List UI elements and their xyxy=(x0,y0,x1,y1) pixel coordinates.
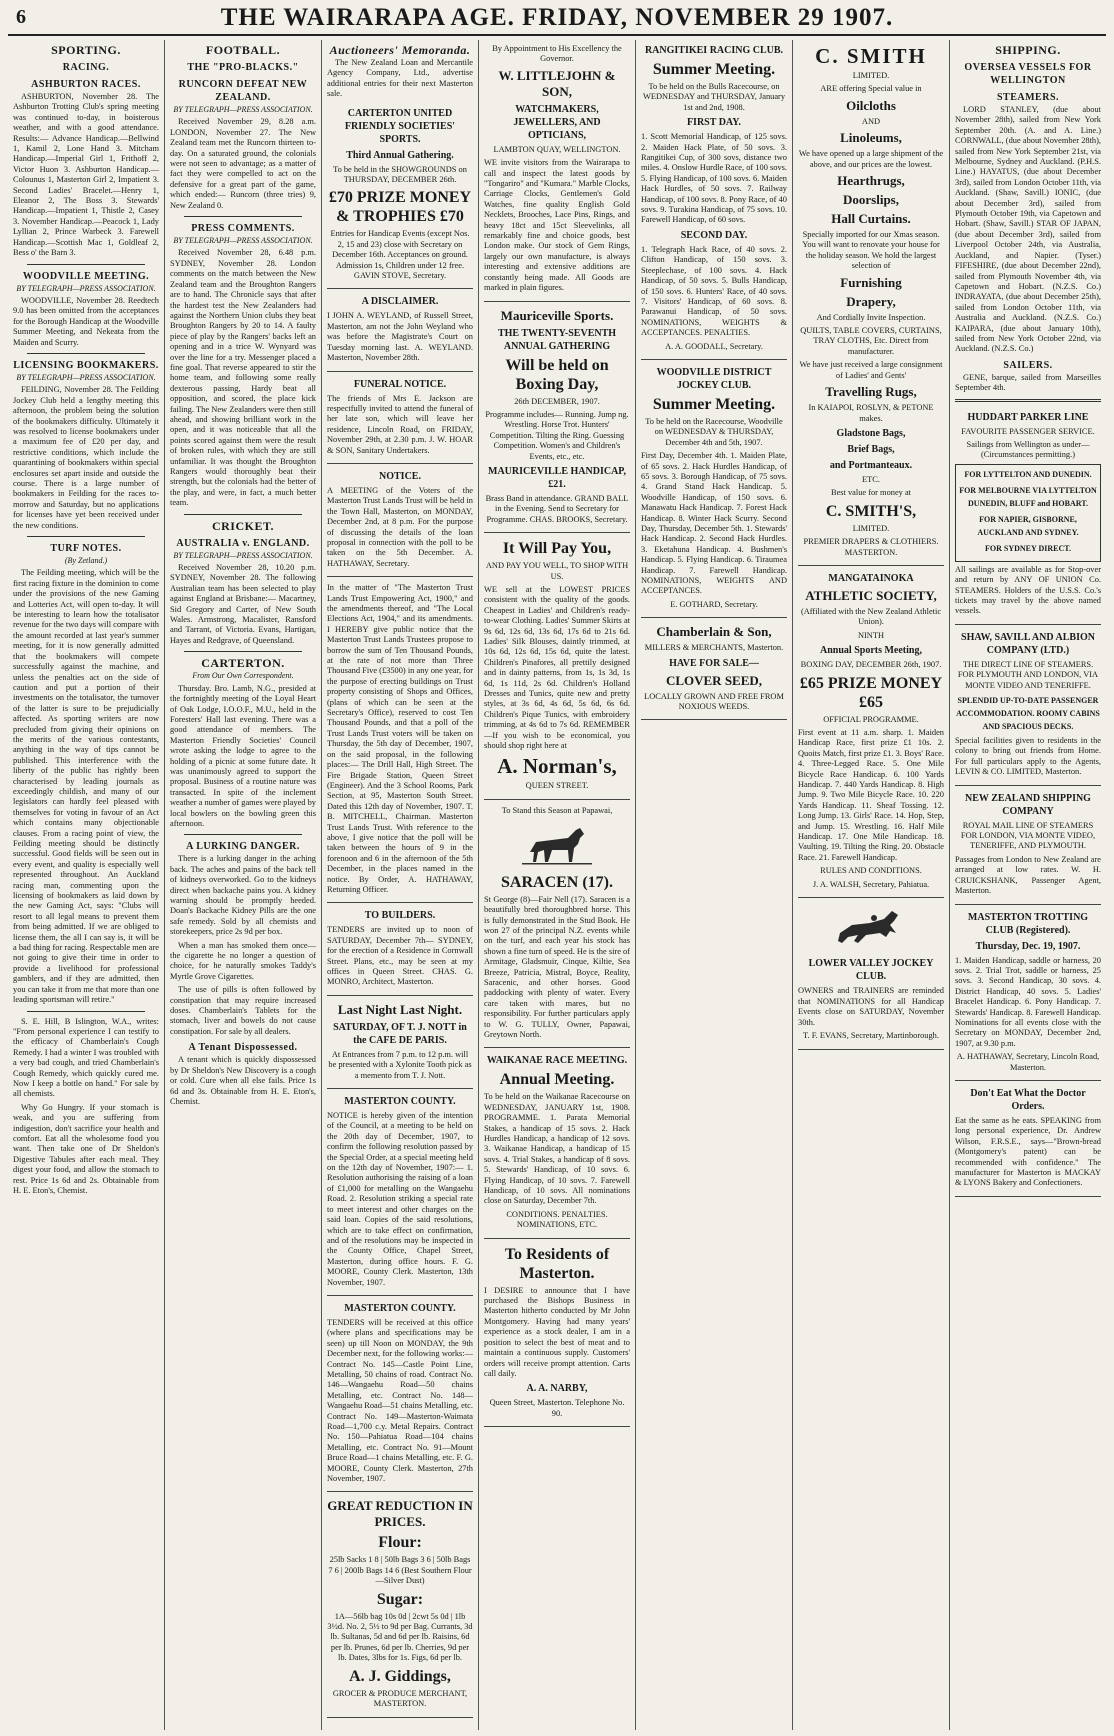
ad-subtitle: Summer Meeting. xyxy=(652,61,776,78)
ad-programme: First event at 11 a.m. sharp. 1. Maiden Handicap Race, first prize £1 10s. 2. Quoits Match, first prize £1. 3. Boys' Race. 4. Three-Legged Race. 5. One Mile Bicycle Race Handicap. 6. 100 Yards Handicap. 7. 440 Yards Handicap. 8. High Jump. 9. Two Mile Bicycle Race. 10. 220 Yards Handicap. 11. Sheaf Tossing. 12. Long Jump. 13. Girls' Race. 14. Hop, Step, and Jump. 15. Wrestling. 16. Half Mile Handicap. 17. One Mile Handicap. 18. Vaulting. 19. Tilting the Ring. 20. Obstacle Race. 21. Farewell Handicap. xyxy=(798,727,944,862)
ad-title: FUNERAL NOTICE. xyxy=(353,378,447,390)
section-title-cricket: CRICKET. xyxy=(211,518,275,533)
ad-subtitle: Summer Meeting. xyxy=(652,395,776,413)
ad-programme: 1. Scott Memorial Handicap, of 125 sovs. 2. Maiden Hack Plate, of 50 sovs. 3. Rangitikei Cup, of 300 sovs, distance two miles. 4. Onslow Hurdle Race, of 100 sovs. 5. Flying Handicap, of 100 sovs. 6. Maiden Hack Hurdles, of 50 sovs. 7. Railway Handicap, of 100 sovs. 8. Pony Race, of 40 sovs. 9. Turakina Handicap, of 75 sovs. 10. Farewell Handicap, of 60 sovs. xyxy=(641,132,787,225)
telegraph-credit: BY TELEGRAPH—PRESS ASSOCIATION. xyxy=(173,236,313,246)
page-number: 6 xyxy=(16,6,26,28)
ad-programme: Programme includes— Running. Jump ng. Wrestling. Horse Trot. Hunters' Competition. Tilting the Ring. Guessing Competition. Women's and Children's Events, etc., etc. xyxy=(485,409,629,461)
sailing-routes xyxy=(955,464,1101,562)
ad-body: WE invite visitors from the Wairarapa to call and inspect the latest goods by "Tongariro" and "Kumara." Marble Clocks, Carriage Clocks, Gentlemen's Gold Watches, fine quality English Gold Necklets, Brooches, Lace Pins, Rings, and heavy 18ct and 15ct Sleevelinks, all remarkably fine and choice goods, best London make. Our stock of Gem Rings, largely our own manufacture, is always interesting and extensive additions are constantly being made. All Goods are marked in plain figures. xyxy=(484,158,630,293)
ad-subtitle: Thursday, Dec. 19, 1907. xyxy=(975,940,1081,952)
ad-body: NOTICE is hereby given of the intention of the Council, at a meeting to be held on the 20th day of December, 1907, to confirm the following resolution passed by the Special Order, at a special meeting held on the 12th day of November, 1907:— 1. Resolution authorising the raising of a loan of £1,000 for metalling on the Wangaehu Road. 2. Resolution striking a special rate to meet interest and other charges on the said loan. Copies of the said resolutions, which are to take effect on confirmation, and of the resolutions may be inspected in the County Office, Chapel Street, Masterton, during office hours. F. G. MOORE, County Clerk. Masterton, 13th November, 1907. xyxy=(327,1111,473,1287)
heading-steamers: STEAMERS. xyxy=(996,92,1059,103)
ad-signature: A. A. GOODALL, Secretary. xyxy=(665,341,763,351)
ad-title: W. LITTLEJOHN & SON, xyxy=(498,67,616,99)
newspaper-title: THE WAIRARAPA AGE. FRIDAY, NOVEMBER 29 1907. xyxy=(220,4,894,31)
route: FOR MELBOURNE VIA LYTTELTON DUNEDIN, BLUFF and HOBART. xyxy=(959,485,1097,508)
ad-address: LAMBTON QUAY, WELLINGTON. xyxy=(493,144,621,154)
ad-shaw-savill xyxy=(955,627,1101,786)
heading-press-comments: PRESS COMMENTS. xyxy=(191,223,295,235)
ad-brown-bread xyxy=(955,1083,1101,1197)
heading-australia-england: AUSTRALIA v. ENGLAND. xyxy=(176,537,310,549)
divider xyxy=(184,834,302,835)
ad-body: In KAIAPOI, ROSLYN, & PETONE makes. xyxy=(808,403,934,423)
ad-body: Best value for money at xyxy=(830,488,911,498)
ad-item: Brief Bags, xyxy=(847,443,895,455)
ad-prize: £70 PRIZE MONEY & TROPHIES £70 xyxy=(328,189,472,226)
telegraph-credit: BY TELEGRAPH—PRESS ASSOCIATION. xyxy=(16,372,156,382)
ad-intro: To Stand this Season at Papawai, xyxy=(501,805,613,815)
ad-item: Hall Curtains. xyxy=(831,211,911,227)
divider xyxy=(27,353,145,354)
route: FOR LYTTELTON AND DUNEDIN. xyxy=(964,469,1092,479)
heading-tenant: A Tenant Dispossessed. xyxy=(188,1042,298,1054)
section-title-carterton: CARTERTON. xyxy=(201,656,285,671)
ad-title: NOTICE. xyxy=(379,470,421,482)
ad-etc: ETC. xyxy=(862,474,880,484)
ad-title: CARTERTON UNITED FRIENDLY SOCIETIES' SPORTS. xyxy=(344,107,456,145)
ad-body: I JOHN A. WEYLAND, of Russell Street, Masterton, am not the John Weyland who was before the Magistrate's Court on Tuesday morning last. A. WEYLAND. Masterton, November 28th. xyxy=(327,311,473,363)
telegraph-credit: BY TELEGRAPH—PRESS ASSOCIATION. xyxy=(16,283,156,293)
ad-appointment: By Appointment to His Excellency the Governor. xyxy=(492,44,622,64)
ad-title: It Will Pay You, xyxy=(502,540,612,558)
ad-title: A DISCLAIMER. xyxy=(361,296,439,308)
horse-icon xyxy=(522,822,592,866)
divider xyxy=(955,399,1101,402)
ad-body: At Entrances from 7 p.m. to 12 p.m. will be presented with a Xylonite Tooth pick as a memento from T. J. Nott. xyxy=(328,1049,472,1080)
ad-title: LOWER VALLEY JOCKEY CLUB. xyxy=(808,958,934,983)
column-ads-c xyxy=(793,40,950,1730)
column-shipping xyxy=(950,40,1106,1730)
divider xyxy=(27,1011,145,1012)
ad-programme: 1. Maiden Handicap, saddle or harness, 20 sovs. 2. Trial Trot, saddle or harness, 25 sovs. 3. Second Handicap, 30 sovs. 4. District Handicap, 40 sovs. 5. Ladies' Bracelet Handicap. 6. Pony Handicap. 7. Stewards' Handicap. 8. Farewell Handicap. Nominations for all events close with the Secretary on MONDAY, December 2nd, 1907, at 9.30 p.m. xyxy=(955,955,1101,1048)
divider xyxy=(184,216,302,217)
ad-item: Hearthrugs, xyxy=(837,173,905,189)
ad-date: BOXING DAY, DECEMBER 26th, 1907. xyxy=(800,660,942,670)
ad-body: Brass Band in attendance. GRAND BALL in the Evening. Send to Secretary for Programme. CHAS. BROOKS, Secretary. xyxy=(485,493,629,524)
article-press-comments: Received November 28, 6.48 p.m. SYDNEY, November 28. London comments on the match between the New Zealand team and the Broughton Rangers are to hand. The Chronicle says that after the hardest test the New Zealanders had against the Northern Union clubs they beat Broughton Rangers by 20 to 14. A faulty piece of play by the Rangers' backs left an opening and in a trice W. Wynyard was over the line for a try. Messenger placed a fine goal. That reverse appeared to stir the home team, and following some really dexterous passing, Hardy beat all opposition, and scored, the place kick failing. The New Zealanders were then still ahead, and showing brilliant work in the open, and it was noticeable that all the points scored against them were the result of broken rules, with which they are still unfamiliar. It was thought the Broughton Rangers would thoroughly beat their strength, but the colonials had the better of the play, and were, in fact, a much better team. xyxy=(170,248,316,508)
ad-item: Furnishing xyxy=(840,274,902,290)
heading-runcorn: RUNCORN DEFEAT NEW ZEALAND. xyxy=(178,79,308,103)
ad-date: To be held on the Bulls Racecourse, on WEDNESDAY and THURSDAY, January 1st and 2nd, 1908. xyxy=(642,82,786,112)
article-carterton: Thursday. Bro. Lamb, N.G., presided at the fortnightly meeting of the Loyal Heart of Oak Lodge, I.O.O.F., M.U., held in the Foresters' Hall last evening. There was a good attendance of members. The Masterton Friendly Societies' Council wrote asking the lodge to agree to the holding of a picnic at some future date. It was unanimously agreed to support the proposal. Business of a routine nature was transacted. In spite of the inclement weather a number of games were played by local bowlers on the bowling green this afternoon. xyxy=(170,683,316,828)
ad-footer: Special facilities given to residents in the colony to bring out friends from Home. For full particulars apply to the Agents, LEVIN & CO. LIMITED, Masterton. xyxy=(955,736,1101,777)
heading-auctioneers: Auctioneers' Memoranda. xyxy=(329,43,471,57)
ad-chamberlain xyxy=(641,620,787,720)
ad-mangatainoka-athletic xyxy=(798,568,944,898)
ad-body: WE sell at the LOWEST PRICES consistent with the quality of the goods. Cheapest in Ladies' and Children's ready-to-wear Clothing. Ladies' Summer Skirts at 9s 6d, 12s 6d, 13s 6d, 17s 6d to 21s 6d. Ladies' Silk Blouses, daintly trimmed, at 10s 6d, 12s 6d, 15s 6d, quite the latest. Children's Pinafores, all prettily designed and in dainty patterns, from 1s, 1s 3d, 1s 6d, 1s 11d, 2s 6d. Children's Holland Dresses and Tunics, quite new and pretty styles, at 3s 6d, 4s 6d, 5s 6d, 6s 6d. Children's Pique Tunics, with embroidery trimming, at 4s 6d to 7s 6d. REMEMBER—If you wish to be economical, you should shop right here at xyxy=(484,584,630,751)
ad-flour-heading: Flour: xyxy=(378,1534,422,1552)
article-cough-remedy: S. E. Hill, B Islington, W.A., writes: "From personal experience I can testify to the efficacy of Chamberlain's Cough Remedy. I had a winter I was troubled with a very bad cough, and tried Chamberlain's Cough Remedy, which quickly cured me. Now I keep a bottle on hand." For sale by all chemists. xyxy=(13,1016,159,1099)
ad-body: TENDERS are invited up to noon of SATURDAY, December 7th— SYDNEY, for the erection of a Residence in Cornwall Street. Plans, etc., may be seen at my offices in Queen Street. CHAS. G. MONRO, Architect, Masterton. xyxy=(327,925,473,987)
ad-c-smith xyxy=(798,40,944,566)
ad-intro: ARE offering Special value in xyxy=(820,84,922,94)
column-ads-b xyxy=(636,40,793,1730)
column-sporting xyxy=(8,40,165,1730)
article-cricket: Received November 28, 10.20 p.m. SYDNEY, November 28. The following Australian team has been selected to play against England at Brisbane:— Macartney, Sid Gregory and Carter, of New South Wales. Armstrong, Macalister, Ransford and Tarrant, of Victoria. Evans, Hartigan, Hayes and Redgrave, of Queensland. xyxy=(170,563,316,645)
ad-day-heading: FIRST DAY. xyxy=(686,117,742,129)
ad-affiliation: (Affiliated with the New Zealand Athletic Union). xyxy=(800,606,942,627)
ad-subtitle: THE TWENTY-SEVENTH ANNUAL GATHERING xyxy=(497,327,617,352)
ad-title: Last Night Last Night. xyxy=(337,1001,463,1017)
ad-title: WOODVILLE DISTRICT JOCKEY CLUB. xyxy=(656,366,772,391)
ad-item: Oilcloths xyxy=(846,97,896,113)
ad-body: OWNERS and TRAINERS are reminded that NOMINATIONS for all Handicap Events close on SATURDAY, November 30th. xyxy=(798,986,944,1027)
ad-narby xyxy=(484,1241,630,1427)
ad-trust-lands xyxy=(327,579,473,903)
article-woodville: WOODVILLE, November 28. Reedtech 9.0 has been omitted from the acceptances for the Borough Handicap at the Woodville Summer Meeting, and Nekeata from the Maiden and Scurry. xyxy=(13,295,159,347)
ad-body: We have just received a large consignment of Ladies' and Gents' xyxy=(799,360,943,380)
ad-programme-heading: OFFICIAL PROGRAMME. xyxy=(823,714,919,724)
heading-lurking-danger: A LURKING DANGER. xyxy=(186,841,300,853)
ad-body: Entries for Handicap Events (except Nos. 2, 15 and 23) close with Secretary on December 16th. Acceptances on ground. Admission 1s, Children under 12 free. GAVIN STOVE, Secretary. xyxy=(330,229,470,281)
route: FOR SYDNEY DIRECT. xyxy=(984,543,1071,553)
ad-item: Linoleums, xyxy=(840,130,902,146)
ad-body: I DESIRE to announce that I have purchased the Bishops Business in Masterton hitherto conducted by Mr John Montgomery. Having had many years' experience as a stock dealer, I am in a position to select the best of meat and to maintain a continuous supply. Customers' orders will receive prompt attention. Carts call daily. xyxy=(484,1285,630,1378)
heading-pro-blacks: THE "PRO-BLACKS." xyxy=(187,62,299,73)
ad-subtitle: FAVOURITE PASSENGER SERVICE. xyxy=(961,426,1095,436)
ad-item: and Portmanteaux. xyxy=(829,459,913,471)
ad-subtitle: Third Annual Gathering. xyxy=(346,149,454,161)
ad-signature: A. HATHAWAY, Secretary, Lincoln Road, Masterton. xyxy=(956,1052,1100,1072)
byline: From Our Own Correspondent. xyxy=(192,671,294,681)
ad-title: MANGATAINOKA xyxy=(828,572,914,584)
ad-day-heading: SECOND DAY. xyxy=(680,229,748,241)
ad-footer: GROCER & PRODUCE MERCHANT, MASTERTON. xyxy=(332,1688,468,1709)
article-cigarettes: When a man has smoked them once—the cigarette he no longer a question of choice, for he naturally smokes Taddy's Myrtle Grove Cigarettes. xyxy=(170,940,316,981)
heading-oversea-vessels: OVERSEA VESSELS FOR WELLINGTON xyxy=(964,62,1092,86)
ad-subtitle: ROYAL MAIL LINE OF STEAMERS FOR LONDON, VIA MONTE VIDEO, TENERIFFE, AND PLYMOUTH. xyxy=(960,820,1096,851)
article-why-go-hungry: Why Go Hungry. If your stomach is weak, and you are suffering from indigestion, don't sacrifice your health and comfort. Eat all the wholesome food you want. Then take one of Dr Sheldon's Digestive Tabules after each meal. They digest your food, and allow the stomach to rest. Price 1s 6d and 2s. Obtainable from H. E. Eton's, Chemist. xyxy=(13,1102,159,1195)
ad-signature: T. F. EVANS, Secretary, Martinborough. xyxy=(803,1031,939,1041)
ad-subtitle: AND PAY YOU WELL, TO SHOP WITH US. xyxy=(485,561,629,581)
ad-date: To be held in the SHOWGROUNDS on THURSDAY, DECEMBER 26th. xyxy=(333,164,467,185)
article-lurking-danger: There is a lurking danger in the aching back. The aches and pains of the back tell of kidneys overworked. Go to the kidneys direct when backache pains you. A kidney warning should be promptly heeded. Doan's Backache Kidney Pills are the one safe remedy. Sold by all chemists and storekeepers, price 2s 9d per box. xyxy=(170,854,316,937)
ad-rules: RULES AND CONDITIONS. xyxy=(820,866,922,876)
ad-meeting-notice xyxy=(327,466,473,577)
column-auctioneers xyxy=(322,40,479,1730)
ad-subtitle: LIMITED. xyxy=(852,71,890,80)
ad-item: Travelling Rugs, xyxy=(825,384,917,400)
ad-body: A MEETING of the Voters of the Masterton Trust Lands Trust will be held in the Town Hall, Masterton, on MONDAY, December 2nd, at 8 p.m. For the purpose of discussing the details of the loan proposal in connection with the poll to be taken on the 5th December. A. HATHAWAY, Secretary. xyxy=(327,485,473,568)
article-pills: The use of pills is often followed by constipation that may require increased doses. Chamberlain's Tablets for the stomach, liver and bowels do not cause constipation. For sale by all dealers. xyxy=(170,985,316,1036)
ad-body: We have opened up a large shipment of the above, and our prices are the lowest. xyxy=(798,149,944,169)
ad-huddart-parker xyxy=(955,407,1101,625)
ad-signature: E. GOTHARD, Secretary. xyxy=(670,599,758,609)
ad-title: Chamberlain & Son, xyxy=(656,624,772,640)
ad-body: Eat the same as he eats. SPEAKING from long personal experience, Dr. Andrew Wilson, F.R.S.E., says—"Brown-bread (Montgomery's patent) can be recommended with confidence." The manufacturer for Masterton is MACKAY & LYONS Bakery and Confectioners. xyxy=(955,1115,1101,1188)
ad-title: MASTERTON COUNTY. xyxy=(344,1096,456,1108)
ad-title: MASTERTON TROTTING CLUB (Registered). xyxy=(967,911,1089,936)
ad-held-on: Will be held on Boxing Day, xyxy=(505,356,609,393)
ad-body: And Cordially Invite Inspection. xyxy=(816,312,926,322)
ad-item: Gladstone Bags, xyxy=(836,427,906,439)
ad-masterton-county-loan xyxy=(327,1091,473,1296)
ad-title: HUDDART PARKER LINE xyxy=(967,411,1089,423)
article-auctioneers: The New Zealand Loan and Mercantile Agency Company, Ltd., advertise additional entries for their next Masterton sale. xyxy=(327,58,473,99)
heading-licensing: LICENSING BOOKMAKERS. xyxy=(13,359,159,371)
article-sailers: GENE, barque, sailed from Marseilles September 4th. xyxy=(955,372,1101,393)
ad-footer: Passages from London to New Zealand are arranged at low rates. W. H. CRUICKSHANK, Passenger Agent, Masterton. xyxy=(955,854,1101,896)
ad-flour-prices: 25lb Sacks 1 8 | 50lb Bags 3 6 | 50lb Bags 7 6 | 200lb Bags 14 6 (Best Southern Flour—Silver Dust) xyxy=(328,1555,472,1586)
ad-footer: LOCALLY GROWN AND FREE FROM NOXIOUS WEEDS. xyxy=(644,691,784,712)
ad-programme: 1. Telegraph Hack Race, of 40 sovs. 2. Clifton Handicap, of 150 sovs. 3. Steeplechase, of 100 sovs. 4. Hack Handicap, of 50 sovs. 5. Bulls Handicap, of 150 sovs. 6. Hunters' Race, of 40 sovs. 7. Visitors' Handicap, of 60 sovs. 8. Parawanui Handicap, of 50 sovs. NOMINATIONS, WEIGHTS & ACCEPTANCES. PENALTIES. xyxy=(641,244,787,338)
ad-subtitle: Annual Meeting. xyxy=(499,1071,615,1089)
ad-title: NEW ZEALAND SHIPPING COMPANY xyxy=(965,792,1091,817)
ad-date: To be held on the Racecourse, Woodville on WEDNESDAY & THURSDAY, December 4th and 5th, 1907. xyxy=(645,416,783,447)
article-ashburton: ASHBURTON, November 28. The Ashburton Trotting Club's spring meeting was continued to-day, in boisterous weather, and with a good attendance. Results:— Advance Handicap.—Bellwind 1, Kamil 2, Lone Hand 3. Mitcham Handicap.—Imperial Girl 1, Frithoff 2, Victor Huon 3. Ashburton Handicap.—Colounus 1, Masterton Girl 2, Impatient 3. Second Ladies' Bracelet.—Henry 1, Eleanor 2, The Boss 3. Stewards' Handicap.—Impatient 1, Thistle 2, Casey 3. November Handicap.—Peacock 1, Lady Lyllian 2, Prince Warbeck 3. Farewell Handicap.—Scottish Mac 1, Goldleaf 2, Bess o' the Barn 3. xyxy=(13,92,159,258)
ad-funeral-notice xyxy=(327,374,473,464)
ad-body: SPLENDID UP-TO-DATE PASSENGER ACCOMMODATION. ROOMY CABINS AND SPACIOUS DECKS. xyxy=(956,696,1100,732)
section-title-football: FOOTBALL. xyxy=(205,43,281,57)
ad-mauriceville-sports xyxy=(484,304,630,534)
ad-shop-name: A. Norman's, xyxy=(497,754,617,779)
heading-woodville: WOODVILLE MEETING. xyxy=(22,270,150,282)
ad-title: WAIKANAE RACE MEETING. xyxy=(486,1055,628,1067)
ad-programme: First Day, December 4th. 1. Maiden Plate, of 65 sovs. 2. Hack Hurdles Handicap, of 65 sovs. 3. Borough Handicap, of 75 sovs. 4. Grand Stand Hack Handicap. 5. Woodville Handicap, of 150 sovs. 6. Manawatu Hack Handicap. 7. Forest Hack Handicap. 8. Winter Hack Scurry. Second Day, Thursday, December 5th. 1. Stewards' Hack Handicap. 2. Second Hack Hurdles. 3. Eketahuna Handicap. 4. Bushmen's Handicap. 5. Flying Handicap. 6. Tiraumea Handicap. 7. Farewell Handicap. NOMINATIONS, WEIGHTS AND ACCEPTANCES. xyxy=(641,451,787,596)
ad-norman xyxy=(484,535,630,800)
ad-saracen xyxy=(484,802,630,1049)
ad-subtitle: SATURDAY, OF T. J. NOTT in the CAFE DE PARIS. xyxy=(333,1021,467,1046)
telegraph-credit: BY TELEGRAPH—PRESS ASSOCIATION. xyxy=(173,105,313,114)
column-football xyxy=(165,40,322,1730)
ad-product: CLOVER SEED, xyxy=(665,672,763,688)
ad-subtitle: LIMITED. xyxy=(852,523,890,533)
ad-footer: Queen Street, Masterton. Telephone No. 90. xyxy=(489,1398,625,1418)
ad-body: TENDERS will be received at this office (where plans and specifications may be seen) up till Noon on MONDAY, the 9th December next, for the following works:— Contract No. 145—Castle Point Line, Metalling, 50 chains of road. Contract No. 146—Wangaehu Road—50 chains Metalling, etc. Contract No. 148—Wangaehu Road—51 chains Metalling, etc. Contract No. 149—Masterton-Waimata Road—1,700 c.y. Metal Repairs. Contract No. 150—Pahiatua Road—104 chains Metalling, etc. Contract No. 91—Mount Bruce Road—1 chains Metalling, etc. F. G. MOORE, County Clerk. Masterton, 27th November, 1907. xyxy=(327,1317,473,1484)
ad-line: HAVE FOR SALE— xyxy=(669,657,759,669)
ad-title: Mauriceville Sports. xyxy=(500,307,614,323)
ad-footer: All sailings are available as for Stop-over and return by ANY OF UNION Co. STEAMERS. Holders of the U.S.S. Co.'s tickets may travel by the above named vessels. xyxy=(955,564,1101,616)
ad-date: 26th DECEMBER, 1907. xyxy=(514,396,600,406)
divider xyxy=(184,651,302,652)
ad-title: Don't Eat What the Doctor Orders. xyxy=(970,1087,1086,1112)
ad-conditions: CONDITIONS. PENALTIES. NOMINATIONS, ETC. xyxy=(506,1209,608,1230)
ad-list: QUILTS, TABLE COVERS, CURTAINS, TRAY CLOTHS, Etc. Direct from manufacturer. xyxy=(800,326,942,356)
route: FOR NAPIER, GISBORNE, AUCKLAND AND SYDNEY. xyxy=(977,514,1079,537)
ad-subtitle: MILLERS & MERCHANTS, Masterton. xyxy=(644,643,784,653)
ad-item: Doorslips, xyxy=(843,192,899,208)
ad-sugar-heading: Sugar: xyxy=(376,1590,424,1608)
ad-title: C. SMITH xyxy=(815,44,927,68)
ad-title: To Residents of Masterton. xyxy=(504,1245,610,1282)
telegraph-credit: BY TELEGRAPH—PRESS ASSOCIATION. xyxy=(173,550,313,560)
section-title-shipping: SHIPPING. xyxy=(995,43,1061,57)
racehorse-icon xyxy=(836,907,906,951)
ad-waikanae-races xyxy=(484,1050,630,1238)
divider xyxy=(184,514,302,515)
article-runcorn: Received November 29, 8.28 a.m. LONDON, November 27. The New Zealand team met the Runcorn thirteen to-day. On a saturated ground, the colonials were not seen to advantage; as a matter of fact they were compelled to act on the defensive for a great part of the game, which ended:— Runcorn (three tries) 9, New Zealand 0. xyxy=(170,117,316,210)
article-steamers: LORD STANLEY, (due about November 28th), sailed from New York September 20th. (A. and A. Line.) CORNWALL, (due about November 28th), sailed from New York September 21st, via Melbourne, Sydney and Auckland. (P.H.S. Line.) HAYATUS, (due about December 3rd), sailed from London October 11th, via Auckland. (Shaw, Savill.) IONIC, (due about December 3rd), sailed from Plymouth October 19th, via Capetown and Hobart. (Shaw, Savill.) STAR OF JAPAN, (due about December 3rd), sailed from Liverpool October 24th, via Australia, Auckland, and Napier. (Tyser.) FIFESHIRE, (due about December 22nd), sailed from Plymouth November 4th, via Capetown and Hobart. (N.Z.S. Co.) INDRAYATA, (due about December 25th), sailed from London October 11th, via Australia and Auckland. (N.Z.S. Co.) KAIPARA, (due about January 10th), sailed from New York October 22nd, via Auckland. (N.Z.S. Co.) xyxy=(955,105,1101,354)
ad-footer: PREMIER DRAPERS & CLOTHIERS. MASTERTON. xyxy=(803,537,939,557)
heading-turf-notes: TURF NOTES. xyxy=(50,543,122,555)
ad-body: St George (8)—Fair Nell (17). Saracen is a beautifully bred thoroughbred horse. This is fully demonstrated in the Stud Book. He won 27 of the principal N.Z. events while on the turf, and each year his stock has shown a fine turn of speed. He is the sire of Armitage, Gladsmuir, Cinque, Kiltie, Sea Breeze, Patricia, Mistral, Boyce, Reality, Saracenic, and other horses. Good paddocking with plenty of water. Every care taken with mares, but no responsibility. For further particulars apply to W. G. TULLY, Owner, Papawai, Greytown North. xyxy=(484,894,630,1039)
ad-body: In the matter of "The Masterton Trust Lands Trust Empowering Act, 1900," and the amendments thereof, and "The Local Elections Act, 1904," and its amendments. I HEREBY give public notice that the Masterton Trust Lands Trustees propose to borrow the sum of Ten Thousand Pounds, at the rate of not more than Three Thousand Five (£3500) in any one year, for the purpose of erecting buildings on Trust property consisting of Shops and Offices, (plans of which can be seen at the Secretary's Office), reserved to cost Ten Thousand Pounds, and that a poll of the Trust Lands Trust voters will be taken on Thursday, the 5th day of December, 1907, on the said proposal, in the following places:— The Drill Hall, High Street. The Fire Brigade Station, Queen Street (Engineer). And the 3 School Rooms, Park Section, at 95, Masterton South Street. Dated this 12th day of November, 1907. T. B. MITCHELL, Chairman. Masterton Trust Lands Trust. With reference to the above, I give notice that the poll will be taken between the hours of 9 in the forenoon and 6 in the afternoon of the 5th December, in the places named in the notice. By Order, A. HATHAWAY, Returning Officer. xyxy=(327,583,473,894)
section-title-sporting: SPORTING. xyxy=(51,43,121,57)
ad-title: SARACEN (17). xyxy=(501,873,613,891)
article-turf-notes: The Feilding meeting, which will be the first racing fixture in the dominion to come under the provisions of the new Gaming and Lotteries Act, will open to-day. It will be interesting to learn how the totalisator revenue for the two days will compare with the amount recorded at last year's summer meeting, for it is now generally admitted that the bookmakers will compete successfully against the machine, and unless the penalties act on the side of caution and put a portion of their investments on the totalisator, the turnover of the latter is sure to be prejudicially affected. As sporting writers are now precluded from giving their opinions on the merits of the various contestants, anything in the way of tips cannot be published. This interference with the liberty of the public has rightly been characterised by leading journals as exceedingly childish, and many of our legislators can hardly feel pleased with themselves for voting in favour of an Act which contains many objectionable clauses. From a racing point of view, the Feilding meeting should be distinctly successful. Good fields will be seen out in every event, and quality is especially well represented throughout. An Auckland racing man, commenting upon the licensing of bookmakers as laid down by the new Gaming Act, says: "Clubs will resort to all legal means to prevent them from being admitted. If we are obliged to license them, the all I can say is, it will be a bad thing for racing. Respectable men are not going to give their time in order to provide a livelihood for professional gamblers, and if they are admitted, then you can take it from me that more than one leading sportsman will retire." xyxy=(13,568,159,1005)
ad-title: C. SMITH'S, xyxy=(825,502,917,520)
ad-woodville-jockey-club xyxy=(641,362,787,618)
ad-nz-shipping xyxy=(955,788,1101,905)
ad-lower-valley xyxy=(798,900,944,1049)
column-ads-a xyxy=(479,40,636,1730)
ad-signature: A. A. NARBY, xyxy=(526,1383,588,1395)
ad-body: The friends of Mrs E. Jackson are respectfully invited to attend the funeral of her late son, which will leave her residence, Lincoln Road, on FRIDAY, November 29th, at 2.30 p.m. J. W. HOAR & SON, Sanitary Undertakers. xyxy=(327,393,473,455)
ad-title: SHAW, SAVILL AND ALBION COMPANY (LTD.) xyxy=(961,631,1095,656)
ad-handicap: MAURICEVILLE HANDICAP, £21. xyxy=(488,465,626,490)
ad-prize: £65 PRIZE MONEY £65 xyxy=(799,674,943,711)
article-tenant: A tenant which is quickly dispossessed by Dr Sheldon's New Discovery is a cough or cold. Cure when all else fails. Price 1s 6d and 3s. Obtainable from H. E. Eton's, Chemist. xyxy=(170,1055,316,1106)
ad-body: Sailings from Wellington as under— (Circumstances permitting.) xyxy=(966,439,1090,460)
ad-subtitle: THE DIRECT LINE OF STEAMERS. FOR PLYMOUTH AND LONDON, VIA MONTE VIDEO AND TENERIFFE. xyxy=(957,659,1099,690)
ad-body: To be held on the Waikanae Racecourse on WEDNESDAY, JANUARY 1st, 1908. PROGRAMME. 1. Parata Memorial Stakes, a handicap of 15 sovs. 2. Hack Hurdles Handicap, a handicap of 12 sovs. 3. Waikanae Handicap, a handicap of 15 sovs. 4. Trial Stakes, a handicap of 8 sovs. 5. Stewards' Handicap, of 10 sovs. 6. Flying Handicap, of 10 sovs. 7. Farewell Handicap, of 10 sovs. All nominations close on Saturday, December 7th. xyxy=(484,1092,630,1206)
ad-masterton-county-tenders xyxy=(327,1298,473,1493)
divider xyxy=(27,264,145,265)
ad-title: ATHLETIC SOCIETY, xyxy=(805,587,937,603)
ad-address: QUEEN STREET. xyxy=(525,781,589,791)
ad-carterton-sports xyxy=(327,103,473,290)
ad-disclaimer xyxy=(327,291,473,371)
ad-and: AND xyxy=(861,116,881,126)
ad-merchant-name: A. J. Giddings, xyxy=(349,1667,451,1685)
byline: (By Zetland.) xyxy=(64,556,108,566)
ad-giddings xyxy=(327,1494,473,1717)
divider xyxy=(27,536,145,537)
article-licensing: FEILDING, November 28. The Feilding Jockey Club held a lengthy meeting this afternoon, the problem being the solution of the bookmakers difficulty. Ultimately it was resolved to license bookmakers under a maximum fee of £20 per day, and restrictive conditions, which include the quarantining of bookmakers within special enclosures set apart inside and outside the course. There is a large number of bookmakers in Feilding for the races to-morrow and Saturday, but no applications for licenses have yet been received under the new conditions. xyxy=(13,385,159,530)
ad-subtitle: Annual Sports Meeting, xyxy=(820,645,922,657)
ad-rangitikei-racing xyxy=(641,40,787,360)
ad-last-night xyxy=(327,998,473,1089)
ad-masterton-trotting xyxy=(955,907,1101,1081)
ad-ninth: NINTH xyxy=(857,630,885,640)
heading-sailers: SAILERS. xyxy=(1003,359,1053,371)
ad-title: GREAT REDUCTION IN PRICES. xyxy=(327,1498,473,1530)
heading-ashburton: ASHBURTON RACES. xyxy=(31,79,141,90)
ad-to-builders xyxy=(327,905,473,995)
newspaper-columns xyxy=(8,40,1106,1730)
ad-subtitle: WATCHMAKERS, JEWELLERS, AND OPTICIANS, xyxy=(513,103,601,141)
masthead xyxy=(8,4,1106,36)
ad-signature: J. A. WALSH, Secretary, Pahiatua. xyxy=(812,879,930,889)
ad-title: MASTERTON COUNTY. xyxy=(344,1302,456,1314)
ad-body: Specially imported for our Xmas season. You will want to renovate your house for the holiday season. We hold the largest selection of xyxy=(802,230,940,271)
ad-littlejohn xyxy=(484,40,630,302)
ad-price-list: 1A—56lb bag 10s 0d | 2cwt 5s 0d | 1lb 3½d. No. 2, 5½ to 9d per Bag. Currants, 3d lb. Sultanas, 5d and 6d per lb. Raisins, 6d per lb. Prunes, 6d per lb. Cherries, 9d per lb. Dates, 3lbs for 1s. Figs, 6d per lb. xyxy=(327,1611,473,1663)
ad-item: Drapery, xyxy=(846,293,896,309)
ad-title: TO BUILDERS. xyxy=(364,910,436,922)
section-subtitle-racing: RACING. xyxy=(62,62,110,73)
ad-title: RANGITIKEI RACING CLUB. xyxy=(644,45,784,56)
